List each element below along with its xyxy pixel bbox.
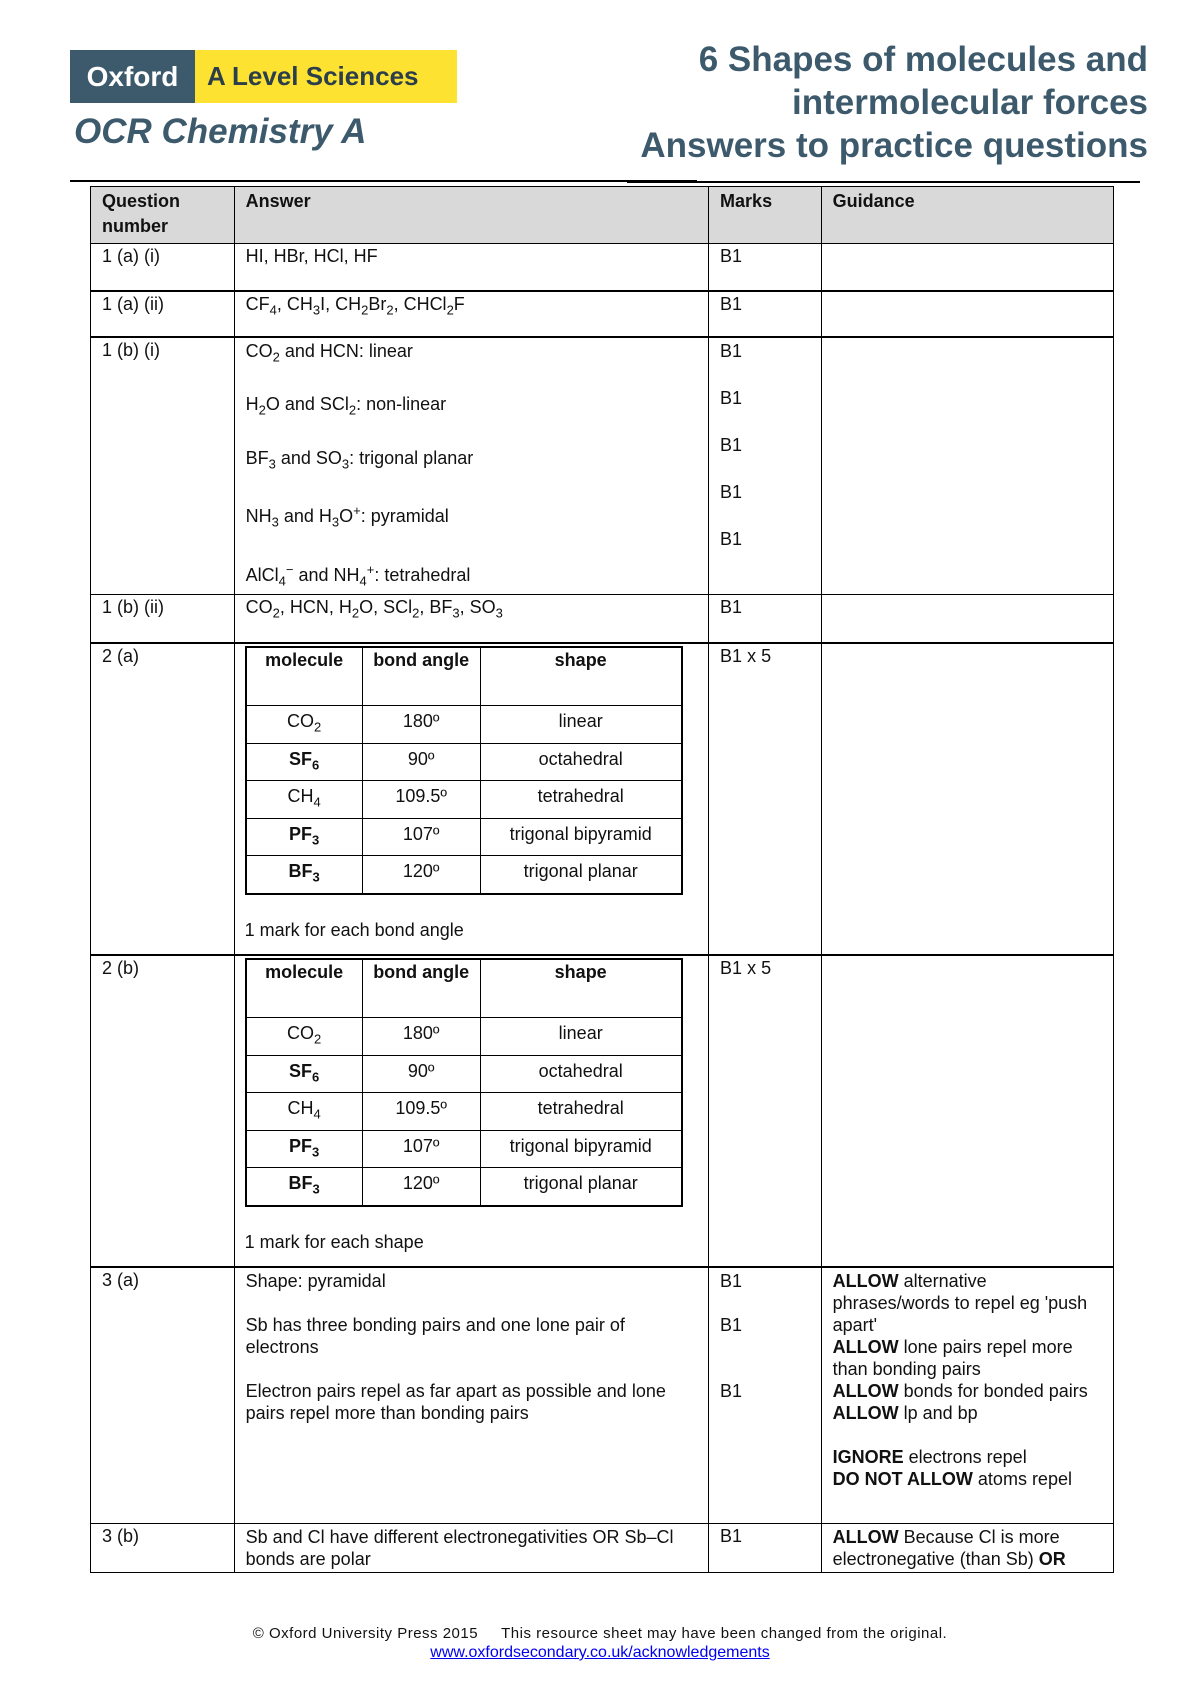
molecule-formula: $CO_2$	[246, 705, 363, 743]
title-line-2: intermolecular forces	[792, 83, 1148, 122]
answer-cell: $CF_4$, $CH_3I$, $CH_2Br_2$, CHCl$_2$F	[234, 291, 708, 337]
bond-angle-header: bond angle	[362, 959, 480, 1018]
table-row	[91, 1524, 1114, 1573]
answer-line: Sb has three bonding pairs and one lone pair of electrons	[245, 1314, 625, 1357]
header-marks: Marks	[709, 187, 822, 244]
marks-cell: B1	[709, 291, 822, 337]
document-title	[640, 38, 1148, 167]
answer-cell	[234, 337, 708, 595]
mark-value: B1	[720, 481, 743, 502]
answer-cell	[234, 643, 708, 955]
table-row	[91, 1267, 1114, 1524]
answer-cell: $CO_2$, HCN, $H_2O$, SCl$_2$, $BF_3$, $SO_3$	[234, 595, 708, 643]
molecule-formula: $CH_4$	[246, 781, 363, 819]
answers-table	[90, 186, 1114, 1573]
shape-table	[245, 958, 683, 1207]
mark-value: B1	[720, 340, 743, 361]
marks-cell: B1	[709, 595, 822, 643]
answer-line: Electron pairs repel as far apart as possible and lone pairs repel more than bonding pairs	[245, 1380, 666, 1423]
molecule-row	[246, 856, 682, 894]
shape-header: shape	[480, 647, 681, 706]
molecule-row	[246, 1017, 682, 1055]
subject-title: OCR Chemistry A	[74, 112, 367, 151]
molecule-formula: $BF_3$	[246, 856, 363, 894]
bond-angle: 90º	[362, 1055, 480, 1093]
molecule-formula: $SF_6$	[246, 743, 363, 781]
logo-sciences-label: A Level Sciences	[195, 50, 457, 103]
mark-value: B1	[720, 528, 743, 549]
molecule-shape: linear	[480, 705, 681, 743]
guidance-line: ALLOW Because Cl is more electronegative (than Sb) OR	[832, 1527, 1066, 1570]
answer-line: $BF_3$ and $SO_3$: trigonal planar	[245, 447, 474, 472]
question-number: 1 (b) (ii)	[91, 595, 235, 643]
table-header-row	[91, 187, 1114, 244]
bond-angle: 107º	[362, 1130, 480, 1168]
table-row	[91, 291, 1114, 337]
mark-value: B1	[720, 434, 743, 455]
guidance-cell	[821, 337, 1113, 595]
bond-angle: 180º	[362, 1017, 480, 1055]
molecule-shape: octahedral	[480, 743, 681, 781]
header-divider-left	[70, 180, 697, 182]
answer-cell: Sb and Cl have different electronegativities OR Sb–Cl bonds are polar	[234, 1524, 708, 1573]
molecule-row	[246, 743, 682, 781]
bond-angle: 109.5º	[362, 781, 480, 819]
molecule-row	[246, 1168, 682, 1206]
question-number: 1 (b) (i)	[91, 337, 235, 595]
molecule-table-header	[246, 959, 682, 1018]
marking-note: 1 mark for each shape	[244, 1231, 424, 1252]
molecule-formula: $SF_6$	[246, 1055, 363, 1093]
title-line-3: Answers to practice questions	[640, 126, 1148, 165]
molecule-header: molecule	[246, 647, 363, 706]
header-divider-right	[627, 181, 1140, 183]
molecule-row	[246, 781, 682, 819]
table-row	[91, 244, 1114, 291]
question-number: 1 (a) (i)	[91, 244, 235, 291]
molecule-formula: $PF_3$	[246, 1130, 363, 1168]
molecule-formula: $PF_3$	[246, 818, 363, 856]
guidance-line: DO NOT ALLOW atoms repel	[832, 1468, 1072, 1489]
molecule-table-header	[246, 647, 682, 706]
header-question: Question number	[91, 187, 235, 244]
marks-cell	[709, 337, 822, 595]
molecule-shape: trigonal planar	[480, 1168, 681, 1206]
bond-angle: 120º	[362, 856, 480, 894]
molecule-shape: trigonal planar	[480, 856, 681, 894]
question-number: 2 (b)	[91, 955, 235, 1267]
guidance-cell	[821, 291, 1113, 337]
table-row	[91, 643, 1114, 955]
bond-angle-header: bond angle	[362, 647, 480, 706]
shape-header: shape	[480, 959, 681, 1018]
mark-value: B1	[720, 1314, 743, 1335]
guidance-cell	[821, 1267, 1113, 1524]
molecule-header: molecule	[246, 959, 363, 1018]
table-row	[91, 337, 1114, 595]
guidance-cell	[821, 955, 1113, 1267]
guidance-cell	[821, 643, 1113, 955]
page-footer	[0, 1625, 1200, 1662]
guidance-line: IGNORE electrons repel	[832, 1446, 1027, 1467]
molecule-row	[246, 818, 682, 856]
bond-angle: 107º	[362, 818, 480, 856]
acknowledgements-link[interactable]: www.oxfordsecondary.co.uk/acknowledgements	[430, 1644, 770, 1661]
marks-cell: B1	[709, 1524, 822, 1573]
marks-cell	[709, 1267, 822, 1524]
molecule-row	[246, 705, 682, 743]
question-number: 3 (b)	[91, 1524, 235, 1573]
question-number: 2 (a)	[91, 643, 235, 955]
header-guidance: Guidance	[821, 187, 1113, 244]
answer-cell	[234, 955, 708, 1267]
molecule-shape: linear	[480, 1017, 681, 1055]
question-number: 1 (a) (ii)	[91, 291, 235, 337]
molecule-row	[246, 1093, 682, 1131]
answer-line: $H_2O$ and SCl$_2$: non-linear	[245, 394, 447, 418]
marks-cell: B1 x 5	[709, 643, 822, 955]
molecule-row	[246, 1130, 682, 1168]
molecule-shape: tetrahedral	[480, 1093, 681, 1131]
molecule-shape: tetrahedral	[480, 781, 681, 819]
logo-oxford-label: Oxford	[70, 50, 195, 103]
molecule-shape: trigonal bipyramid	[480, 818, 681, 856]
guidance-line: ALLOW lp and bp	[832, 1402, 978, 1423]
answer-cell: HI, HBr, HCl, HF	[234, 244, 708, 291]
guidance-line: ALLOW lone pairs repel more than bonding pairs	[832, 1336, 1073, 1379]
guidance-cell	[821, 1524, 1113, 1573]
mark-value: B1	[720, 387, 743, 408]
copyright-notice: © Oxford University Press 2015 This resource sheet may have been changed from the original.	[252, 1625, 948, 1642]
marks-cell: B1	[709, 244, 822, 291]
header-answer: Answer	[234, 187, 708, 244]
answer-cell	[234, 1267, 708, 1524]
guidance-line: ALLOW bonds for bonded pairs	[832, 1380, 1088, 1401]
bond-angle-table	[245, 646, 683, 895]
molecule-formula: $BF_3$	[246, 1168, 363, 1206]
mark-value: B1	[720, 1270, 743, 1291]
oxford-logo	[70, 50, 457, 103]
guidance-line: ALLOW alternative phrases/words to repel eg 'push apart'	[832, 1270, 1088, 1335]
answer-line: $NH_3$ and $H_3O^+$: pyramidal	[245, 503, 449, 530]
molecule-shape: octahedral	[480, 1055, 681, 1093]
molecule-formula: $CH_4$	[246, 1093, 363, 1131]
marking-note: 1 mark for each bond angle	[244, 919, 464, 940]
molecule-row	[246, 1055, 682, 1093]
guidance-cell	[821, 595, 1113, 643]
table-row	[91, 955, 1114, 1267]
guidance-cell	[821, 244, 1113, 291]
question-number: 3 (a)	[91, 1267, 235, 1524]
title-line-1: 6 Shapes of molecules and	[698, 40, 1148, 79]
answer-line: AlCl$_4$− and $NH_4^+$: tetrahedral	[245, 561, 471, 589]
bond-angle: 180º	[362, 705, 480, 743]
molecule-formula: $CO_2$	[246, 1017, 363, 1055]
mark-value: B1	[720, 1380, 743, 1401]
bond-angle: 109.5º	[362, 1093, 480, 1131]
answer-line: Shape: pyramidal	[245, 1270, 386, 1291]
answer-line: $CO_2$ and HCN: linear	[245, 340, 413, 365]
table-row	[91, 595, 1114, 643]
bond-angle: 90º	[362, 743, 480, 781]
marks-cell: B1 x 5	[709, 955, 822, 1267]
molecule-shape: trigonal bipyramid	[480, 1130, 681, 1168]
bond-angle: 120º	[362, 1168, 480, 1206]
